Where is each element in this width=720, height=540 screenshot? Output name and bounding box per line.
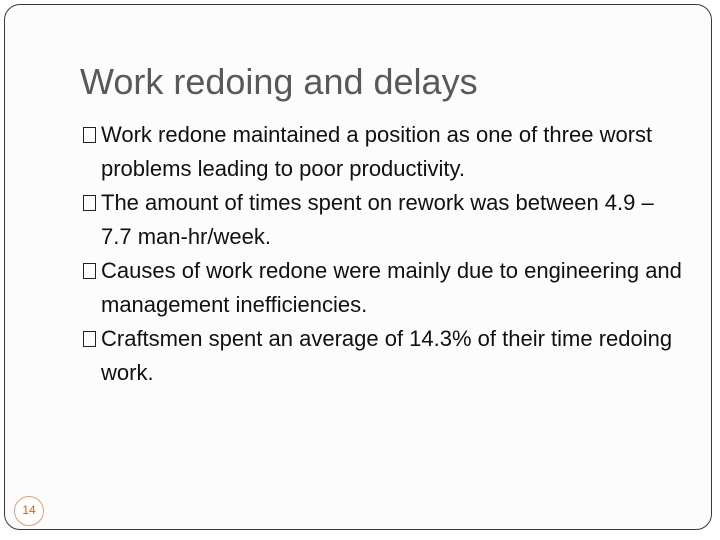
bullet-text: The amount of times spent on rework was between 4.9 – 7.7 man-hr/week. [101, 190, 654, 249]
square-bullet-icon [83, 127, 96, 143]
bullet-text: Causes of work redone were mainly due to engineering and management inefficiencies. [101, 258, 682, 317]
bullet-item [80, 322, 690, 390]
bullet-text: Craftsmen spent an average of 14.3% of their time redoing work. [101, 326, 673, 385]
square-bullet-icon [83, 263, 96, 279]
bullet-list [80, 118, 690, 390]
bullet-text: Work redone maintained a position as one of three worst problems leading to poor productivity. [101, 122, 653, 181]
bullet-item [80, 254, 690, 322]
square-bullet-icon [83, 331, 96, 347]
slide-title: Work redoing and delays [80, 61, 478, 102]
bullet-item [80, 186, 690, 254]
bullet-item [80, 118, 690, 186]
page-number-badge: 14 [14, 496, 44, 526]
square-bullet-icon [83, 195, 96, 211]
